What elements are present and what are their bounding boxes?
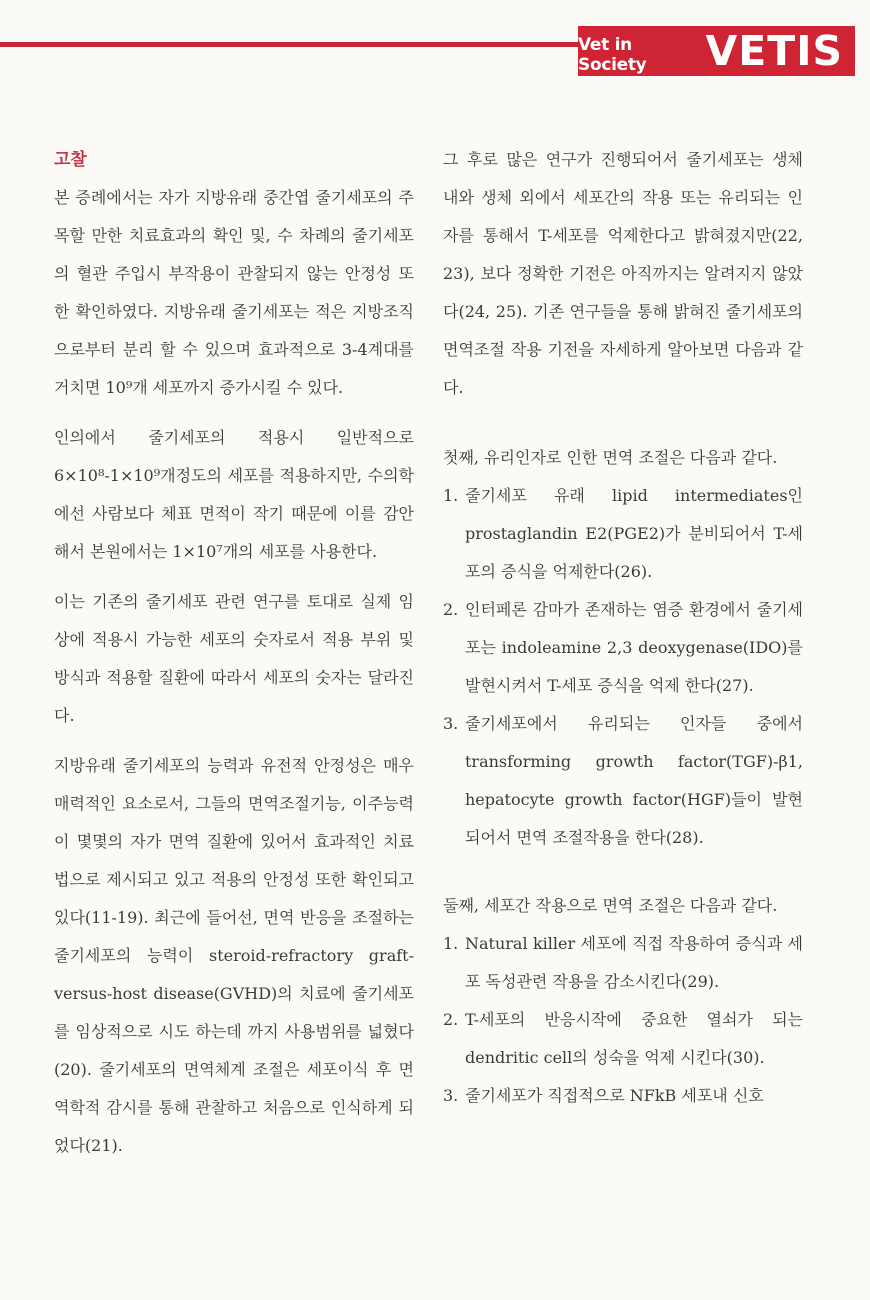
- list-item: [443, 925, 803, 1001]
- list-number: 2.: [443, 1010, 459, 1029]
- list-number: 2.: [443, 600, 459, 619]
- list-item: [443, 705, 803, 857]
- list-item: [443, 591, 803, 705]
- list-text: 줄기세포에서 유리되는 인자들 중에서 transforming growth factor(TGF)-β1, hepatocyte growth factor(HGF)들이 발현되어서 면역 조절작용을 한다(28).: [465, 714, 803, 847]
- paragraph: 본 증례에서는 자가 지방유래 중간엽 줄기세포의 주목할 만한 치료효과의 확인 및, 수 차례의 줄기세포의 혈관 주입시 부작용이 관찰되지 않는 안정성 또한 확인하였다. 지방유래 줄기세포는 적은 지방조직으로부터 분리 할 수 있으며 효과적으로 3-4계대를 거치면 10⁹개 세포까지 증가시킬 수 있다.: [54, 188, 414, 397]
- list-number: 1.: [443, 486, 459, 505]
- list-text: 줄기세포가 직접적으로 NFkB 세포내 신호: [465, 1086, 764, 1105]
- paragraph: 인의에서 줄기세포의 적용시 일반적으로 6×10⁸-1×10⁹개정도의 세포를 적용하지만, 수의학에선 사람보다 체표 면적이 작기 때문에 이를 감안해서 본원에서는 1×10⁷개의 세포를 사용한다.: [54, 428, 414, 561]
- journal-subtitle: Vet in Society: [578, 35, 647, 75]
- section-heading: 고찰: [54, 150, 87, 170]
- list-text: 인터페론 감마가 존재하는 염증 환경에서 줄기세포는 indoleamine 2,3 deoxygenase(IDO)를 발현시켜서 T-세포 증식을 억제 한다(27).: [465, 600, 803, 695]
- list-item: [443, 477, 803, 591]
- intro-paragraph: 그 후로 많은 연구가 진행되어서 줄기세포는 생체 내와 생체 외에서 세포간의 작용 또는 유리되는 인자를 통해서 T-세포를 억제한다고 밝혀졌지만(22, 23), 보다 정확한 기전은 아직까지는 알려지지 않았다(24, 25). 기존 연구들을 통해 밝혀진 줄기세포의 면역조절 작용 기전을 자세하게 알아보면 다음과 같다.: [443, 150, 803, 397]
- list-number: 3.: [443, 714, 459, 733]
- right-column: [443, 141, 803, 1115]
- list-text: Natural killer 세포에 직접 작용하여 증식과 세포 독성관련 작용을 감소시킨다(29).: [465, 934, 803, 991]
- header-rule: [0, 42, 600, 47]
- section-title-1: 첫째, 유리인자로 인한 면역 조절은 다음과 같다.: [443, 448, 778, 467]
- paragraph: 지방유래 줄기세포의 능력과 유전적 안정성은 매우 매력적인 요소로서, 그들의 면역조절기능, 이주능력이 몇몇의 자가 면역 질환에 있어서 효과적인 치료법으로 제시되고 있고 적용의 안정성 또한 확인되고 있다(11-19). 최근에 들어선, 면역 반응을 조절하는 줄기세포의 능력이 steroid-refractory graft-versus-host disease(GVHD)의 치료에 줄기세포를 임상적으로 시도 하는데 까지 사용범위를 넓혔다(20). 줄기세포의 면역체계 조절은 세포이식 후 면역학적 감시를 통해 관찰하고 처음으로 인식하게 되었다(21).: [54, 756, 414, 1155]
- paragraph: 이는 기존의 줄기세포 관련 연구를 토대로 실제 임상에 적용시 가능한 세포의 숫자로서 적용 부위 및 방식과 적용할 질환에 따라서 세포의 숫자는 달라진다.: [54, 592, 414, 725]
- list-text: T-세포의 반응시작에 중요한 열쇠가 되는 dendritic cell의 성숙을 억제 시킨다(30).: [465, 1010, 803, 1067]
- section-title-2: 둘째, 세포간 작용으로 면역 조절은 다음과 같다.: [443, 896, 778, 915]
- release-factor-list: [443, 477, 803, 857]
- list-text: 줄기세포 유래 lipid intermediates인 prostaglandin E2(PGE2)가 분비되어서 T-세포의 증식을 억제한다(26).: [465, 486, 803, 581]
- list-number: 1.: [443, 934, 459, 953]
- cell-interaction-list: [443, 925, 803, 1115]
- journal-badge: [578, 26, 855, 76]
- journal-brand: VETIS: [705, 27, 843, 75]
- list-number: 3.: [443, 1086, 459, 1105]
- left-column: [54, 141, 414, 1165]
- list-item: [443, 1077, 803, 1115]
- list-item: [443, 1001, 803, 1077]
